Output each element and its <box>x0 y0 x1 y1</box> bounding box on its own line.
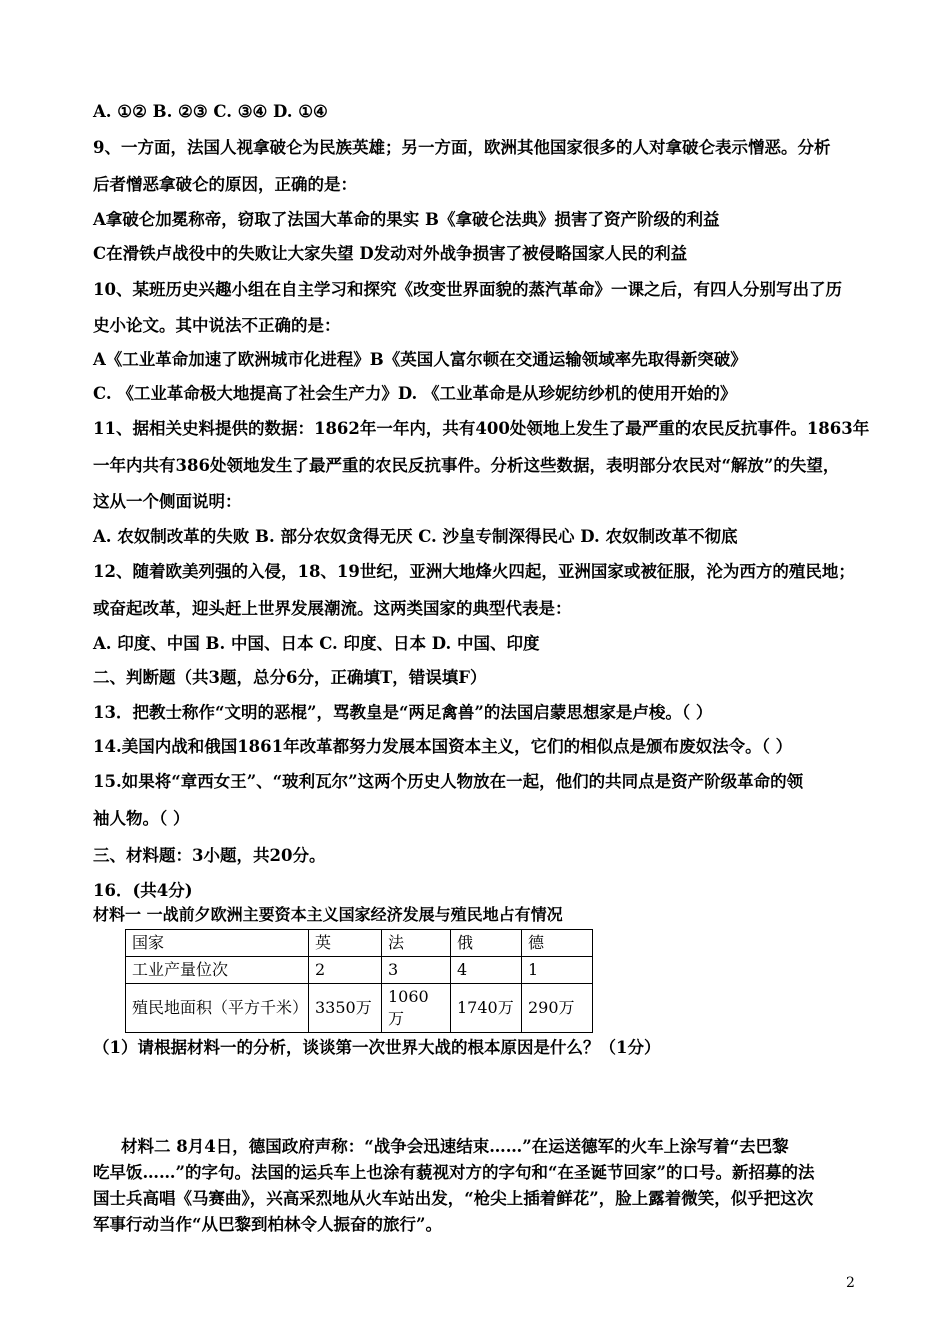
table-cell: 2 <box>309 957 382 984</box>
q9-options-line2: C在滑铁卢战役中的失败让大家失望 D发动对外战争损害了被侵略国家人民的利益 <box>93 244 688 263</box>
q9-stem-line1: 9、一方面，法国人视拿破仑为民族英雄；另一方面，欧洲其他国家很多的人对拿破仑表示憎恶。分析 <box>93 138 831 157</box>
q10-options-line1: A《工业革命加速了欧洲城市化进程》B《英国人富尔顿在交通运输领域率先取得新突破》 <box>93 350 747 369</box>
material2-line4: 军事行动当作“从巴黎到柏林令人振奋的旅行”。 <box>93 1215 442 1234</box>
q9-options-line1: A拿破仑加冕称帝，窃取了法国大革命的果实 B《拿破仑法典》损害了资产阶级的利益 <box>93 210 720 229</box>
table-cell: 德 <box>522 930 593 957</box>
q10-stem-line1: 10、某班历史兴趣小组在自主学习和探究《改变世界面貌的蒸汽革命》一课之后，有四人分别写出了历 <box>93 280 842 299</box>
material1-caption: 材料一 一战前夕欧洲主要资本主义国家经济发展与殖民地占有情况 <box>93 905 563 924</box>
q12-stem-line2: 或奋起改革，迎头赶上世界发展潮流。这两类国家的典型代表是： <box>93 599 572 618</box>
q11-options: A. 农奴制改革的失败 B. 部分农奴贪得无厌 C. 沙皇专制深得民心 D. 农奴制改革不彻底 <box>93 527 738 546</box>
material2-line2: 吃早饭……”的字句。法国的运兵车上也涂有藐视对方的字句和“在圣诞节回家”的口号。新招募的法 <box>93 1163 815 1182</box>
material1-table <box>125 929 593 1033</box>
q10-options-line2: C. 《工业革命极大地提高了社会生产力》D. 《工业革命是从珍妮纺纱机的使用开始的》 <box>93 384 737 403</box>
table-cell: 3350万 <box>309 984 382 1033</box>
table-cell: 1060万 <box>382 984 451 1033</box>
q8-options: A. ①② B. ②③ C. ③④ D. ①④ <box>93 102 328 121</box>
page-number: 2 <box>846 1275 855 1291</box>
table-row <box>126 957 593 984</box>
q10-stem-line2: 史小论文。其中说法不正确的是： <box>93 316 341 335</box>
q12-stem-line1: 12、随着欧美列强的入侵，18、19世纪，亚洲大地烽火四起，亚洲国家或被征服，沦为西方的殖民地； <box>93 562 855 581</box>
q12-options: A. 印度、中国 B. 中国、日本 C. 印度、日本 D. 中国、印度 <box>93 634 540 653</box>
q15-line1: 15.如果将“章西女王”、“玻利瓦尔”这两个历史人物放在一起，他们的共同点是资产阶级革命的领 <box>93 772 804 791</box>
section3-title: 三、材料题：3小题，共20分。 <box>93 846 326 865</box>
q11-stem-line2: 一年内共有386处领地发生了最严重的农民反抗事件。分析这些数据，表明部分农民对“解放”的失望， <box>93 456 840 475</box>
q16-title: 16．(共4分) <box>93 881 193 900</box>
table-cell: 4 <box>451 957 522 984</box>
q11-stem-line3: 这从一个侧面说明： <box>93 492 242 511</box>
table-header-row <box>126 930 593 957</box>
table-cell: 英 <box>309 930 382 957</box>
q16-sub1: （1）请根据材料一的分析，谈谈第一次世界大战的根本原因是什么？（1分） <box>93 1038 661 1057</box>
table-cell: 工业产量位次 <box>126 957 309 984</box>
material2-line1: 材料二 8月4日，德国政府声称：“战争会迅速结束……”在运送德军的火车上涂写着“去巴黎 <box>121 1137 789 1156</box>
table-cell: 290万 <box>522 984 593 1033</box>
q13: 13．把教士称作“文明的恶棍”，骂教皇是“两足禽兽”的法国启蒙思想家是卢梭。（ ） <box>93 703 713 722</box>
table-cell: 法 <box>382 930 451 957</box>
table-row <box>126 984 593 1033</box>
q11-stem-line1: 11、据相关史料提供的数据：1862年一年内，共有400处领地上发生了最严重的农民反抗事件。1863年 <box>93 419 870 438</box>
q14: 14.美国内战和俄国1861年改革都努力发展本国资本主义，它们的相似点是颁布废奴法令。（ ） <box>93 737 793 756</box>
table-cell: 1 <box>522 957 593 984</box>
table-cell: 国家 <box>126 930 309 957</box>
section2-title: 二、判断题（共3题，总分6分，正确填T，错误填F） <box>93 668 487 687</box>
table-cell: 俄 <box>451 930 522 957</box>
q15-line2: 袖人物。（ ） <box>93 809 190 828</box>
table-cell: 殖民地面积（平方千米） <box>126 984 309 1033</box>
table-cell: 1740万 <box>451 984 522 1033</box>
q9-stem-line2: 后者憎恶拿破仑的原因，正确的是： <box>93 175 357 194</box>
table-cell: 3 <box>382 957 451 984</box>
material2-line3: 国士兵高唱《马赛曲》，兴高采烈地从火车站出发，“枪尖上插着鲜花”，脸上露着微笑，似乎把这次 <box>93 1189 814 1208</box>
